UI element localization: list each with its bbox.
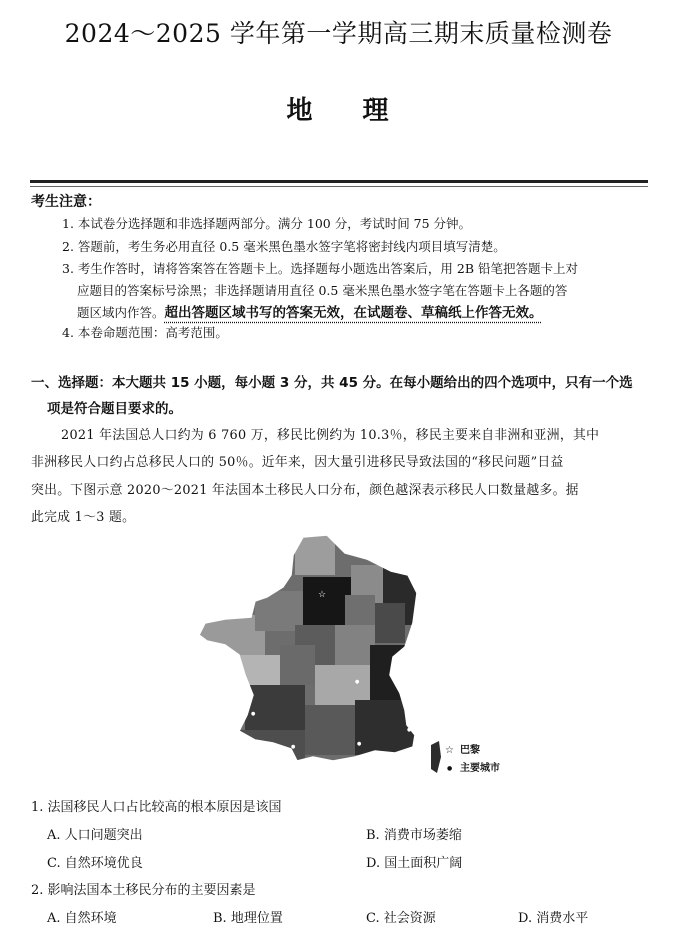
question-2-option-a: A. 自然环境 xyxy=(47,911,117,926)
question-1-option-a: A. 人口问题突出 xyxy=(47,828,143,843)
notice-item-3-cont: 应题目的答案标号涂黑；非选择题请用直径 0.5 毫米黑色墨水签字笔在答题卡上各题的答 xyxy=(77,283,568,298)
section-heading-cont: 项是符合题目要求的。 xyxy=(47,401,182,417)
exam-title: 2024～2025 学年第一学期高三期末质量检测卷 xyxy=(64,19,613,48)
passage-line-4: 此完成 1～3 题。 xyxy=(31,510,136,525)
subject-char-1: 地 xyxy=(286,96,315,126)
notice-heading: 考生注意： xyxy=(31,194,101,210)
corsica-shape xyxy=(431,741,441,773)
notice-item-4: 4. 本卷命题范围：高考范围。 xyxy=(62,325,228,340)
france-migrant-map xyxy=(195,535,520,785)
question-1-option-b: B. 消费市场萎缩 xyxy=(366,828,462,843)
notice-item-3: 3. 考生作答时，请将答案答在答题卡上。选择题每小题选出答案后，用 2B 铅笔把答题卡上对 xyxy=(62,261,578,276)
passage-line-3: 突出。下图示意 2020～2021 年法国本土移民人口分布，颜色越深表示移民人口数量越多。据 xyxy=(31,483,579,498)
city-marker-nice: ● xyxy=(407,727,412,733)
notice-item-3-end xyxy=(77,301,543,321)
header-rule-thin xyxy=(30,186,648,187)
legend-city-icon: ● xyxy=(447,765,453,772)
question-1-option-c: C. 自然环境优良 xyxy=(47,856,143,871)
subject-title xyxy=(0,90,677,127)
passage-line-1: 2021 年法国总人口约为 6 760 万，移民比例约为 10.3％，移民主要来自非洲和亚洲，其中 xyxy=(61,428,600,443)
question-2-stem: 2. 影响法国本土移民分布的主要因素是 xyxy=(31,883,256,898)
notice-item-2: 2. 答题前，考生务必用直径 0.5 毫米黑色墨水签字笔将密封线内项目填写清楚。 xyxy=(62,239,506,254)
notice-item-3-end-text: 题区域内作答。 xyxy=(77,305,165,320)
france-map-svg xyxy=(195,535,520,785)
question-2-option-c: C. 社会资源 xyxy=(366,911,436,926)
paris-marker: ☆ xyxy=(318,590,327,600)
header-rule-thick xyxy=(30,180,648,183)
question-1-stem: 1. 法国移民人口占比较高的根本原因是该国 xyxy=(31,800,282,815)
question-2-option-d: D. 消费水平 xyxy=(518,911,589,926)
question-1-option-d: D. 国土面积广阔 xyxy=(366,856,463,871)
subject-char-2: 理 xyxy=(362,96,391,126)
city-marker-lyon: ● xyxy=(355,679,360,685)
legend-paris-label: 巴黎 xyxy=(460,745,480,756)
question-2-option-b: B. 地理位置 xyxy=(213,911,283,926)
notice-item-1: 1. 本试卷分选择题和非选择题两部分。满分 100 分，考试时间 75 分钟。 xyxy=(62,216,472,231)
notice-emphasis: 超出答题区域书写的答案无效，在试题卷、草稿纸上作答无效。 xyxy=(164,305,543,321)
legend-star-icon: ☆ xyxy=(445,745,454,756)
city-marker-toulouse: ● xyxy=(291,744,296,750)
city-marker-marseille: ● xyxy=(357,741,362,747)
passage-line-2: 非洲移民人口约占总移民人口的 50％。近年来，因大量引进移民导致法国的“移民问题”日益 xyxy=(31,455,564,470)
legend-city-label: 主要城市 xyxy=(460,763,500,774)
section-heading: 一、选择题：本大题共 15 小题，每小题 3 分，共 45 分。在每小题给出的四个选项中，只有一个选 xyxy=(31,375,633,391)
city-marker-bordeaux: ● xyxy=(251,711,256,717)
